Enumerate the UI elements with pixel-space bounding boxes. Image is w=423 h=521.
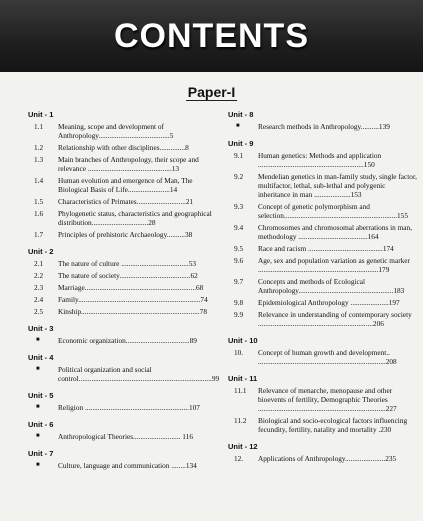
toc-entry[interactable] <box>28 365 218 383</box>
entry-number: 9.4 <box>234 223 244 232</box>
entry-number: 1.3 <box>34 155 44 164</box>
toc-entry[interactable] <box>28 295 218 304</box>
entry-number: 10. <box>234 348 244 357</box>
toc-entry[interactable] <box>28 230 218 239</box>
entry-text: Principles of prehistoric Archaeology..........38 <box>58 230 193 239</box>
toc-entry[interactable] <box>28 155 218 173</box>
unit-heading: Unit - 10 <box>228 336 258 345</box>
entry-text: Relationship with other disciplines..............8 <box>58 143 189 152</box>
unit-heading: Unit - 8 <box>228 110 254 119</box>
entry-text: Age, sex and population variation as genetic marker ..................................................................179 <box>258 256 410 274</box>
unit-heading: Unit - 4 <box>28 353 54 362</box>
entry-number: ■ <box>36 462 40 468</box>
entry-number: 1.7 <box>34 230 44 239</box>
toc-entry[interactable] <box>228 223 418 241</box>
toc-entry[interactable] <box>28 432 218 441</box>
entry-text: Main branches of Anthropology, their scope and relevance ..............................................13 <box>58 155 199 173</box>
entry-text: The nature of society.......................................62 <box>58 271 198 280</box>
entry-number: ■ <box>236 123 240 129</box>
unit-heading: Unit - 5 <box>28 391 54 400</box>
entry-number: 1.6 <box>34 209 44 218</box>
paper-label: Paper-I <box>187 84 236 100</box>
entry-text: Biological and socio-ecological factors influencing fecundity, fertility, natality and mortality .230 <box>258 416 408 434</box>
entry-text: Marriage.............................................................68 <box>58 283 204 292</box>
entry-text: Family...................................................................74 <box>58 295 208 304</box>
toc-entry[interactable] <box>228 122 418 131</box>
unit-heading: Unit - 3 <box>28 324 54 333</box>
toc-entry[interactable] <box>228 256 418 274</box>
entry-text: Political organization and social control.........................................................................99 <box>58 365 220 383</box>
entry-number: 9.7 <box>234 277 244 286</box>
entry-number: 11.2 <box>234 416 247 425</box>
toc-entry[interactable] <box>228 310 418 328</box>
entry-text: Concepts and methods of Ecological Anthropology....................................................183 <box>258 277 405 295</box>
entry-text: Human evolution and emergence of Man, The Biological Basis of Life.......................14 <box>58 176 193 194</box>
entry-number: ■ <box>36 433 40 439</box>
entry-text: Characteristics of Primates...........................21 <box>58 197 194 206</box>
unit-heading: Unit - 9 <box>228 139 254 148</box>
toc-entry[interactable] <box>28 122 218 140</box>
page-title: CONTENTS <box>114 16 309 55</box>
toc-entry[interactable] <box>28 271 218 280</box>
contents-banner <box>0 0 423 72</box>
entry-number: 1.1 <box>34 122 44 131</box>
toc-entry[interactable] <box>28 336 218 345</box>
toc-entry[interactable] <box>228 172 418 199</box>
entry-number: 9.5 <box>234 244 244 253</box>
entry-number: 9.9 <box>234 310 244 319</box>
unit-heading: Unit - 1 <box>28 110 54 119</box>
entry-number: 12. <box>234 454 244 463</box>
entry-text: Epidemiological Anthropology .....................197 <box>258 298 400 307</box>
entry-number: ■ <box>36 337 40 343</box>
entry-number: 1.5 <box>34 197 44 206</box>
toc-entry[interactable] <box>228 386 418 413</box>
toc-entry[interactable] <box>28 176 218 194</box>
toc-entry[interactable] <box>28 143 218 152</box>
toc-entry[interactable] <box>228 277 418 295</box>
entry-number: 11.1 <box>234 386 247 395</box>
entry-text: Anthropological Theories.......................... 116 <box>58 432 193 441</box>
unit-heading: Unit - 2 <box>28 247 54 256</box>
entry-text: Concept of human growth and development.. ......................................................................208 <box>258 348 397 366</box>
toc-entry[interactable] <box>228 298 418 307</box>
toc-entry[interactable] <box>28 283 218 292</box>
entry-text: Culture, language and communication ........134 <box>58 461 197 470</box>
entry-number: 9.3 <box>234 202 244 211</box>
entry-text: Mendelian genetics in man-family study, single factor, multifactor, lethal, sub-lethal and polygenic inheritance in man ....................153 <box>258 172 417 199</box>
toc-entry[interactable] <box>228 454 418 463</box>
toc-right-column <box>228 108 418 469</box>
toc-entry[interactable] <box>228 416 418 434</box>
entry-number: 9.6 <box>234 256 244 265</box>
entry-number: 9.8 <box>234 298 244 307</box>
entry-number: 2.5 <box>34 307 44 316</box>
unit-heading: Unit - 7 <box>28 449 54 458</box>
toc-entry[interactable] <box>28 197 218 206</box>
toc-entry[interactable] <box>228 202 418 220</box>
entry-number: 2.4 <box>34 295 44 304</box>
entry-text: Economic organization...................................89 <box>58 336 197 345</box>
entry-text: Chromosomes and chromosomal aberrations in man, methodology ......................................164 <box>258 223 413 241</box>
entry-text: Research methods in Anthropology..........139 <box>258 122 390 131</box>
entry-text: Applications of Anthropology......................235 <box>258 454 397 463</box>
entry-number: 1.2 <box>34 143 44 152</box>
entry-number: 2.1 <box>34 259 44 268</box>
entry-number: 2.3 <box>34 283 44 292</box>
unit-heading: Unit - 11 <box>228 374 258 383</box>
toc-entry[interactable] <box>228 151 418 169</box>
entry-number: 2.2 <box>34 271 44 280</box>
toc-entry[interactable] <box>28 403 218 412</box>
entry-text: Race and racism .........................................174 <box>258 244 394 253</box>
entry-number: 1.4 <box>34 176 44 185</box>
entry-text: The nature of culture .....................................53 <box>58 259 197 268</box>
entry-number: ■ <box>36 404 40 410</box>
toc-entry[interactable] <box>228 348 418 366</box>
toc-entry[interactable] <box>28 461 218 470</box>
toc-left-column <box>28 108 218 476</box>
toc-entry[interactable] <box>228 244 418 253</box>
entry-text: Human genetics: Methods and application ..........................................................150 <box>258 151 382 169</box>
toc-entry[interactable] <box>28 209 218 227</box>
entry-number: ■ <box>36 366 40 372</box>
entry-text: Religion .........................................................107 <box>58 403 200 412</box>
unit-heading: Unit - 6 <box>28 420 54 429</box>
entry-text: Phylogenetic status, characteristics and geographical distribution...............................28 <box>58 209 212 227</box>
unit-heading: Unit - 12 <box>228 442 258 451</box>
entry-text: Kinship.................................................................78 <box>58 307 207 316</box>
toc-entry[interactable] <box>28 307 218 316</box>
entry-text: Relevance of menarche, menopause and other bioevents of fertility, Demographic Theories ......................................................................227 <box>258 386 397 413</box>
entry-text: Relevance in understanding of contemporary society ...............................................................206 <box>258 310 412 328</box>
entry-number: 9.2 <box>234 172 244 181</box>
entry-number: 9.1 <box>234 151 244 160</box>
entry-text: Concept of genetic polymorphism and selection..............................................................155 <box>258 202 408 220</box>
paper-heading <box>0 84 423 100</box>
entry-text: Meaning, scope and development of Anthropology.......................................5 <box>58 122 174 140</box>
toc-entry[interactable] <box>28 259 218 268</box>
